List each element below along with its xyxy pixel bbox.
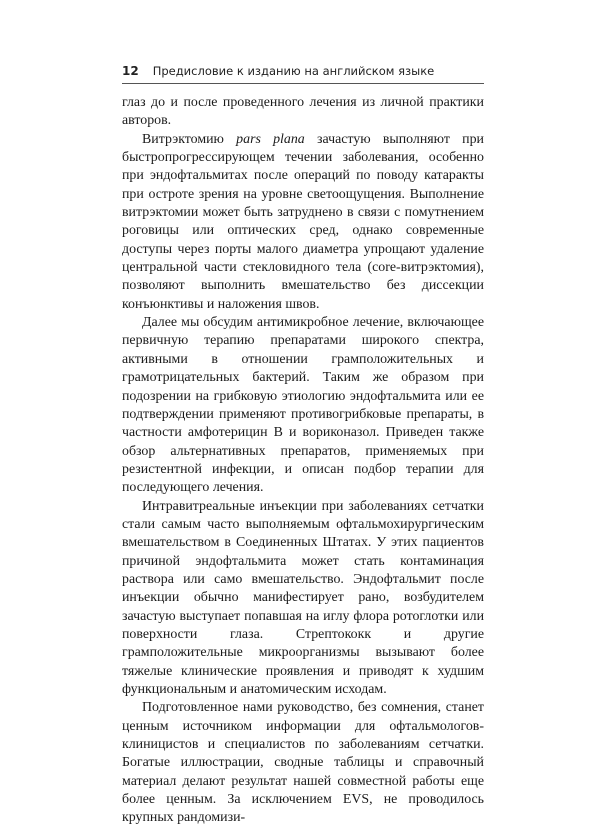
paragraph-antimicrobial: Далее мы обсудим антимикробное лечение, включающее первичную терапию препаратами широкого спектра, активными в отношении грамположительных и грамотрицательных бактерий. Таким же образом при подозрении на грибковую этиологию эндофтальмита или ее подтверждении применяют противогрибковые препараты, в частности амфотерицин В и вориконазол. Приведен также обзор альтернативных препаратов, применяемых при резистентной инфекции, и описан подбор терапии для последующего лечения. <box>122 315 484 496</box>
paragraph-continuation: глаз до и после проведенного лечения из личной практики авторов. <box>122 95 484 129</box>
paragraph-intravitreal: Интравитреальные инъекции при заболеваниях сетчатки стали самым часто выполняемым офтальмохирургическим вмешательством в Соединенных Штатах. У этих пациентов причиной эндофтальмита может стать контаминация раствора или само вмешательство. Эндофтальмит после инъекции обычно манифестирует рано, возбудителем зачастую выступает попавшая на иглу флора ротоглотки или поверхности глаза. Стрептококк и другие грамположительные микроорганизмы вызывают более тяжелые клинические проявления и приводят к худшим функциональным и анатомическим исходам. <box>122 498 484 697</box>
running-title: Предисловие к изданию на английском языке <box>152 64 435 78</box>
paragraph-guide: Подготовленное нами руководство, без сомнения, станет ценным источником информации для офтальмологов-клиницистов и специалистов по заболеваниям сетчатки. Богатые иллюстрации, сводные таблицы и справочный материал делают результат нашей совместной работы еще более ценным. За исключением EVS, не проводилось крупных рандомизи- <box>122 700 484 826</box>
body-text <box>122 94 484 828</box>
paragraph-vitrectomy <box>122 131 484 314</box>
italic-term: pars plana <box>236 131 305 147</box>
paragraph-vitrectomy-start: Витрэктомию <box>142 131 237 147</box>
running-head <box>122 64 484 84</box>
paragraph-vitrectomy-rest: зачастую выполняют при быстропрогрессирующем течении заболевания, особенно при эндофтальмитах после операций по поводу катаракты при остроте зрения на уровне светоощущения. Выполнение витрэктомии может быть затруднено в связи с помутнением роговицы или оптических сред, однако современные доступы через порты малого диаметра упрощают удаление центральной части стекловидного тела (core-витрэктомия), позволяют выполнить вмешательство без диссекции конъюнктивы и наложения швов. <box>122 131 484 312</box>
page-number: 12 <box>122 64 139 78</box>
book-page <box>122 64 484 828</box>
